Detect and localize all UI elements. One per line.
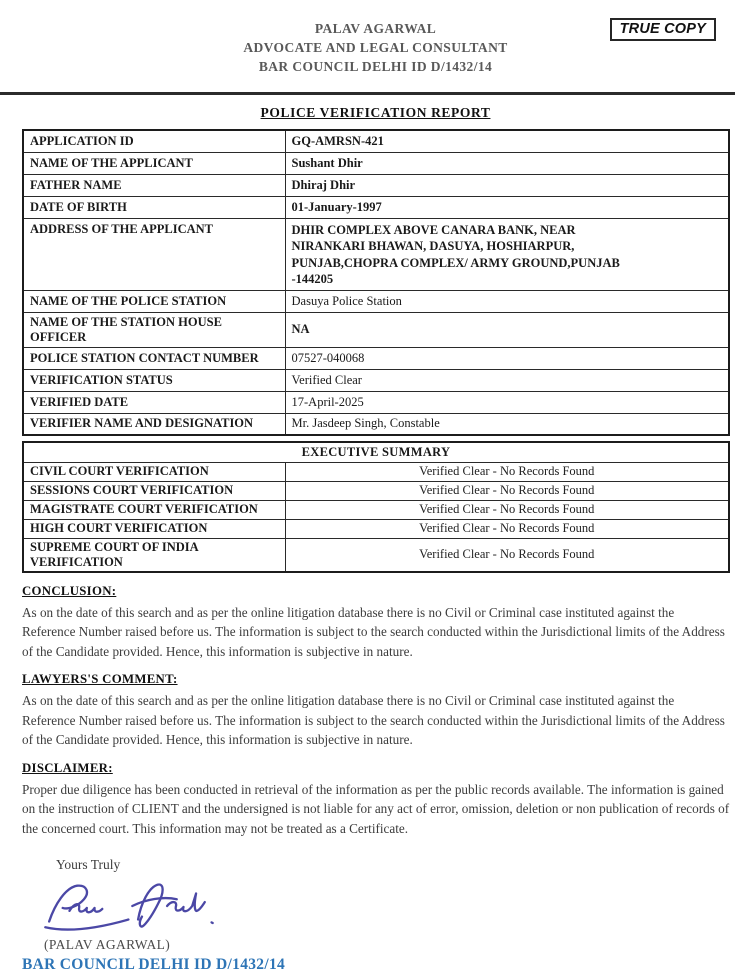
lawyers-comment-text: As on the date of this search and as per the online litigation database there is no Civil or Criminal case instituted against the Reference Number raised before us. The information is subject to the search conducted within the Jurisdictional limits of the Address of the Candidate provided. Hence, this information is subjective in nature. <box>22 693 725 747</box>
lawyers-comment-heading: LAWYERS'S COMMENT: <box>22 672 178 686</box>
true-copy-stamp: TRUE COPY <box>610 18 716 41</box>
conclusion-text: As on the date of this search and as per the online litigation database there is no Civil or Criminal case instituted against the Reference Number raised before us. The information is subject to the search conducted within the Jurisdictional limits of the Address of the Candidate provided. Hence, this information is subjective in nature. <box>22 604 725 659</box>
executive-summary-table <box>22 441 730 573</box>
summary-title: EXECUTIVE SUMMARY <box>23 442 729 462</box>
advocate-bar-id: BAR COUNCIL DELHI ID D/1432/14 <box>258 59 493 74</box>
row-label: SUPREME COURT OF INDIA VERIFICATION <box>23 538 285 572</box>
row-value: DHIR COMPLEX ABOVE CANARA BANK, NEAR NIRANKARI BHAWAN, DASUYA, HOSHIARPUR, PUNJAB,CHOPRA COMPLEX/ ARMY GROUND,PUNJAB -144205 <box>285 218 729 290</box>
disclaimer-heading: DISCLAIMER: <box>22 760 113 775</box>
table-row <box>23 152 729 174</box>
signatory-bar-id: BAR COUNCIL DELHI ID D/1432/14 <box>22 956 286 973</box>
row-value: Verified Clear - No Records Found <box>285 538 729 572</box>
table-row <box>23 347 729 369</box>
row-value: 01-January-1997 <box>285 196 729 218</box>
lawyers-comment-section <box>22 672 730 750</box>
row-value: Dhiraj Dhir <box>285 174 729 196</box>
table-row <box>23 218 729 290</box>
row-value: GQ-AMRSN-421 <box>285 130 729 152</box>
applicant-details-table <box>22 129 730 436</box>
row-label: DATE OF BIRTH <box>23 196 285 218</box>
row-label: APPLICATION ID <box>23 130 285 152</box>
row-label: VERIFICATION STATUS <box>23 369 285 391</box>
table-row <box>23 481 729 500</box>
row-value: Verified Clear - No Records Found <box>285 500 729 519</box>
table-row <box>23 174 729 196</box>
disclaimer-text: Proper due diligence has been conducted in retrieval of the information as per the public records available. The information is gained on the instruction of CLIENT and the undersigned is not liable for any act of error, omission, deletion or non publication of records of the concerned court. This information may not be treated as a Certificate. <box>22 781 730 836</box>
page-title: POLICE VERIFICATION REPORT <box>260 105 491 120</box>
row-value: Mr. Jasdeep Singh, Constable <box>285 413 729 435</box>
disclaimer-section <box>22 761 730 839</box>
row-label: VERIFIED DATE <box>23 391 285 413</box>
row-value: Verified Clear - No Records Found <box>285 481 729 500</box>
handwritten-signature-icon <box>38 877 243 935</box>
closing-salutation: Yours Truly <box>56 857 121 872</box>
conclusion-heading: CONCLUSION: <box>22 583 117 598</box>
conclusion-section <box>22 584 730 662</box>
table-row <box>23 312 729 347</box>
table-row <box>23 413 729 435</box>
row-value: 17-April-2025 <box>285 391 729 413</box>
table-row <box>23 500 729 519</box>
row-label: NAME OF THE STATION HOUSE OFFICER <box>23 312 285 347</box>
row-value: Verified Clear - No Records Found <box>285 519 729 538</box>
row-label: ADDRESS OF THE APPLICANT <box>23 218 285 290</box>
row-label: POLICE STATION CONTACT NUMBER <box>23 347 285 369</box>
table-row <box>23 391 729 413</box>
header-divider <box>0 92 735 95</box>
row-label: CIVIL COURT VERIFICATION <box>23 462 285 481</box>
advocate-role: ADVOCATE AND LEGAL CONSULTANT <box>243 40 508 55</box>
summary-header-row <box>23 442 729 462</box>
table-row <box>23 519 729 538</box>
table-row <box>23 538 729 572</box>
row-label: SESSIONS COURT VERIFICATION <box>23 481 285 500</box>
table-row <box>23 196 729 218</box>
row-label: NAME OF THE POLICE STATION <box>23 290 285 312</box>
row-label: MAGISTRATE COURT VERIFICATION <box>23 500 285 519</box>
table-row <box>23 462 729 481</box>
row-label: VERIFIER NAME AND DESIGNATION <box>23 413 285 435</box>
row-value: Verified Clear <box>285 369 729 391</box>
table-row <box>23 369 729 391</box>
row-label: FATHER NAME <box>23 174 285 196</box>
row-value: 07527-040068 <box>285 347 729 369</box>
row-value: Sushant Dhir <box>285 152 729 174</box>
row-label: NAME OF THE APPLICANT <box>23 152 285 174</box>
row-value: Dasuya Police Station <box>285 290 729 312</box>
advocate-name: PALAV AGARWAL <box>314 21 437 36</box>
signatory-name: (PALAV AGARWAL) <box>44 937 171 952</box>
table-row <box>23 290 729 312</box>
signature-image <box>38 877 751 935</box>
row-value: Verified Clear - No Records Found <box>285 462 729 481</box>
row-value: NA <box>285 312 729 347</box>
row-label: HIGH COURT VERIFICATION <box>23 519 285 538</box>
table-row <box>23 130 729 152</box>
